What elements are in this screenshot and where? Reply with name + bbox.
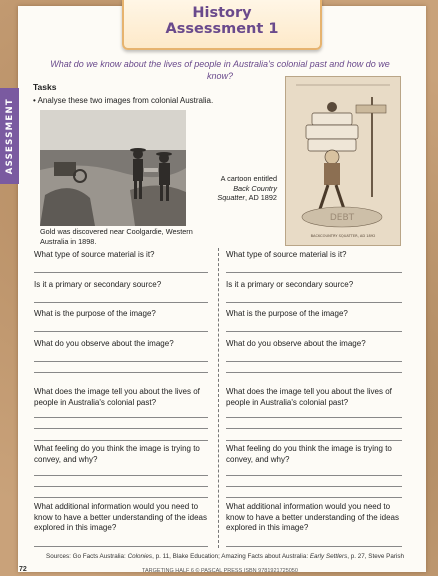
- title-banner: [122, 0, 322, 50]
- question-1-right: What type of source material is it?: [226, 250, 347, 259]
- sources-prefix: Sources: Go Facts Australia:: [46, 553, 128, 560]
- side-tab-label: ASSESSMENT: [4, 97, 15, 175]
- cartoon-caption-prefix: A cartoon entitled: [220, 174, 277, 183]
- question-6-right: What feeling do you think the image is trying to convey, and why?: [226, 444, 392, 464]
- page-footer: TARGETING HALF 6 © PASCAL PRESS ISBN 9781921725050: [142, 568, 298, 574]
- answer-line[interactable]: [34, 497, 208, 498]
- question-3-left: What is the purpose of the image?: [34, 309, 156, 318]
- answer-line[interactable]: [226, 497, 402, 498]
- answer-line[interactable]: [226, 486, 402, 487]
- sources-mid: , p. 11, Blake Education; Amazing Facts about Australia:: [152, 553, 310, 560]
- answer-line[interactable]: [226, 331, 402, 332]
- answer-line[interactable]: [34, 272, 208, 273]
- sources-title-1: Colonies: [127, 553, 153, 560]
- cartoon-caption-suffix: , AD 1892: [244, 193, 277, 202]
- answer-line[interactable]: [34, 361, 208, 362]
- question-2-right: Is it a primary or secondary source?: [226, 280, 354, 289]
- sources-line: [40, 553, 410, 560]
- gold-photo-caption: Gold was discovered near Coolgardie, Western Australia in 1898.: [40, 227, 193, 246]
- column-divider: [218, 248, 219, 548]
- question-4-right: What do you observe about the image?: [226, 339, 366, 348]
- answer-line[interactable]: [226, 428, 402, 429]
- page-number: 72: [19, 566, 27, 573]
- tasks-heading: Tasks: [33, 82, 57, 92]
- cartoon-caption-title: Back Country Squatter: [217, 183, 277, 202]
- answer-line[interactable]: [34, 302, 208, 303]
- answer-line[interactable]: [34, 331, 208, 332]
- answer-line[interactable]: [226, 361, 402, 362]
- answer-line[interactable]: [34, 428, 208, 429]
- question-5-left: What does the image tell you about the lives of people in Australia's colonial past?: [34, 387, 200, 407]
- assessment-side-tab: [0, 88, 19, 184]
- question-2-left: Is it a primary or secondary source?: [34, 280, 162, 289]
- answer-line[interactable]: [226, 372, 402, 373]
- inquiry-question: What do we know about the lives of people in Australia's colonial past and how do we know?: [50, 59, 390, 81]
- answer-line[interactable]: [226, 272, 402, 273]
- gold-diggers-photo: [40, 110, 186, 226]
- answer-line[interactable]: [226, 475, 402, 476]
- sources-suffix: , p. 27, Steve Parish: [347, 553, 404, 560]
- answer-line[interactable]: [226, 417, 402, 418]
- question-7-right: What additional information would you need to know to have a better understanding of the ideas explored in this image?: [226, 502, 400, 532]
- squatter-cartoon-illustration: [286, 77, 400, 245]
- title-line-2: Assessment 1: [165, 21, 279, 37]
- question-3-right: What is the purpose of the image?: [226, 309, 348, 318]
- answer-line[interactable]: [34, 486, 208, 487]
- answer-line[interactable]: [34, 417, 208, 418]
- answer-line[interactable]: [226, 546, 402, 547]
- answer-line[interactable]: [226, 302, 402, 303]
- answer-line[interactable]: [34, 475, 208, 476]
- question-5-right: What does the image tell you about the lives of people in Australia's colonial past?: [226, 387, 392, 407]
- question-7-left: What additional information would you need to know to have a better understanding of the ideas explored in this image?: [34, 502, 208, 532]
- question-4-left: What do you observe about the image?: [34, 339, 174, 348]
- question-6-left: What feeling do you think the image is trying to convey, and why?: [34, 444, 200, 464]
- cartoon-caption: [205, 174, 277, 203]
- cartoon-inset-caption: BACKCOUNTRY SQUATTER, AD 1892: [310, 234, 376, 238]
- answer-line[interactable]: [226, 440, 402, 441]
- back-country-squatter-cartoon: [285, 76, 401, 246]
- answer-line[interactable]: [34, 372, 208, 373]
- gold-diggers-illustration: [40, 110, 186, 226]
- question-1-left: What type of source material is it?: [34, 250, 155, 259]
- sources-title-2: Early Settlers: [309, 553, 348, 560]
- debt-text: DEBT: [329, 213, 355, 223]
- title-line-1: History: [192, 5, 252, 21]
- answer-line[interactable]: [34, 440, 208, 441]
- answer-line[interactable]: [34, 546, 208, 547]
- task-item: • Analyse these two images from colonial Australia.: [33, 96, 214, 105]
